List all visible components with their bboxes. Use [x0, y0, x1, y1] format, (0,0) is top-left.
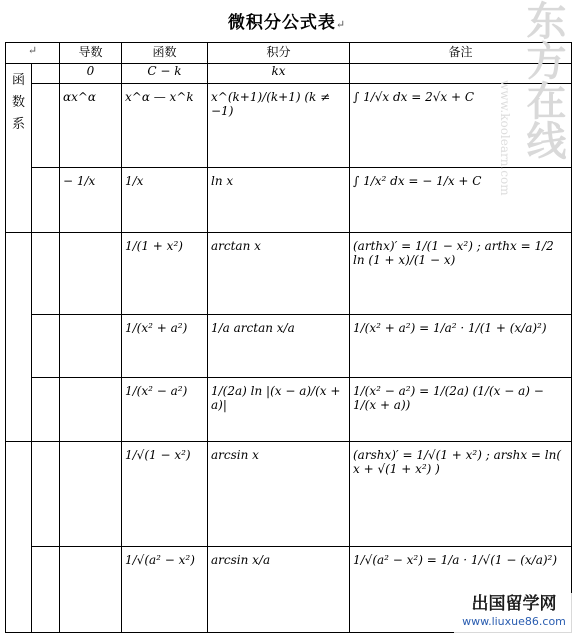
cell-derivative: − 1/x [60, 168, 122, 232]
table-row [6, 64, 572, 84]
cell-integral: 1/(2a) ln |(x − a)/(x + a)| [208, 378, 350, 442]
cell-function: 1/√(1 − x²) [122, 442, 208, 546]
cell-derivative [60, 314, 122, 377]
blank-cell [32, 378, 60, 442]
header-integral: 积分 [208, 43, 350, 64]
cell-derivative [60, 442, 122, 546]
blank-cell [32, 84, 60, 168]
table-row [6, 84, 572, 168]
site-logo [454, 593, 574, 633]
cell-note: (arthx)′ = 1/(1 − x²) ; arthx = 1/2 ln (1 + x)/(1 − x) [350, 232, 572, 314]
cell-note [350, 64, 572, 84]
cell-integral: arcsin x [208, 442, 350, 546]
cell-function: 1/(x² + a²) [122, 314, 208, 377]
watermark-url: www.koolearn.com [498, 80, 512, 196]
cell-note: 1/(x² + a²) = 1/a² · 1/(1 + (x/a)²) [350, 314, 572, 377]
cell-integral: arctan x [208, 232, 350, 314]
blank-cell [32, 232, 60, 314]
table-row [6, 232, 572, 314]
header-empty: ↵ [6, 43, 60, 64]
header-function: 函数 [122, 43, 208, 64]
cell-function: 1/(x² − a²) [122, 378, 208, 442]
cell-note: (arshx)′ = 1/√(1 + x²) ; arshx = ln( x + √(1 + x²) ) [350, 442, 572, 546]
header-row [6, 43, 572, 64]
cell-derivative [60, 232, 122, 314]
cell-derivative [60, 546, 122, 632]
cell-integral: 1/a arctan x/a [208, 314, 350, 377]
formula-table [5, 42, 572, 633]
cell-function: 1/(1 + x²) [122, 232, 208, 314]
header-derivative: 导数 [60, 43, 122, 64]
cell-derivative: αx^α [60, 84, 122, 168]
cell-derivative [60, 378, 122, 442]
table-row [6, 168, 572, 232]
blank-cell [32, 314, 60, 377]
header-note: 备注 [350, 43, 572, 64]
cell-function: C − k [122, 64, 208, 84]
side-label: 函数系 [11, 73, 25, 133]
title-text: 微积分公式表 [227, 13, 336, 33]
blank-cell [32, 546, 60, 632]
logo-url: www.liuxue86.com [462, 615, 566, 628]
side-label-cell [6, 64, 32, 233]
table-row [6, 442, 572, 546]
table-row [6, 378, 572, 442]
group-blank-cell [6, 232, 32, 442]
paragraph-mark: ↵ [335, 18, 347, 31]
blank-cell [32, 442, 60, 546]
group-blank-cell [6, 442, 32, 633]
cell-integral: arcsin x/a [208, 546, 350, 632]
cell-note: 1/(x² − a²) = 1/(2a) (1/(x − a) − 1/(x + a)) [350, 378, 572, 442]
cell-function: 1/x [122, 168, 208, 232]
cell-note: 1/√(a² − x²) = 1/a · 1/√(1 − (x/a)²) [350, 546, 572, 632]
cell-function: x^α — x^k [122, 84, 208, 168]
cell-integral: x^(k+1)/(k+1) (k ≠ −1) [208, 84, 350, 168]
cell-function: 1/√(a² − x²) [122, 546, 208, 632]
page-title [0, 8, 574, 33]
cell-derivative: 0 [60, 64, 122, 84]
table-row [6, 314, 572, 377]
blank-cell [32, 64, 60, 84]
cell-integral: kx [208, 64, 350, 84]
cell-note: ∫ 1/x² dx = − 1/x + C [350, 168, 572, 232]
cell-integral: ln x [208, 168, 350, 232]
logo-title: 出国留学网 [471, 594, 557, 614]
blank-cell [32, 168, 60, 232]
cell-note: ∫ 1/√x dx = 2√x + C [350, 84, 572, 168]
watermark-text: 东方在线 [520, 0, 567, 160]
